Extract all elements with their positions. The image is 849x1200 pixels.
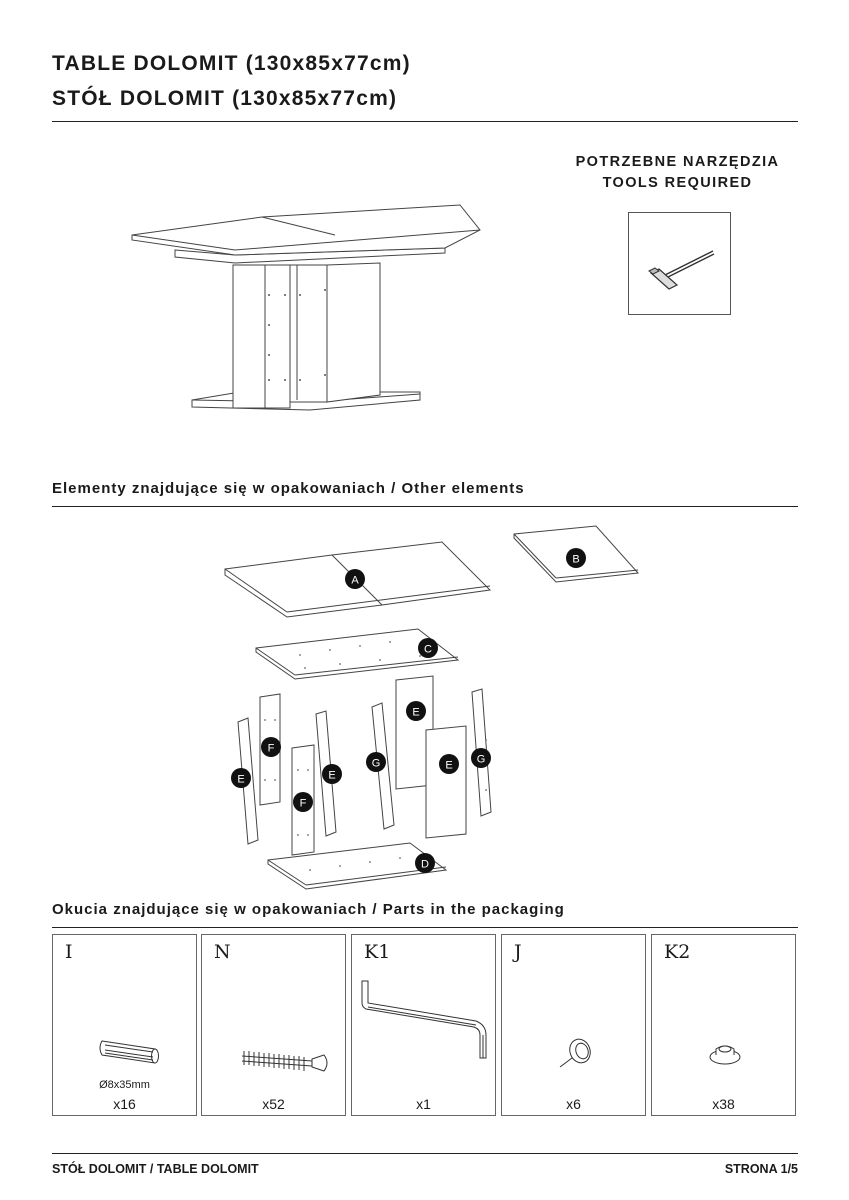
hammer-icon — [629, 213, 730, 314]
footer-divider — [52, 1153, 798, 1154]
part-code: K2 — [664, 941, 691, 963]
part-qty: x1 — [416, 1096, 431, 1112]
part-box-i — [52, 934, 197, 1116]
part-qty: x6 — [566, 1096, 581, 1112]
page-title-en: TABLE DOLOMIT (130x85x77cm) — [52, 52, 411, 75]
label-e-4 — [438, 753, 460, 780]
part-code: N — [214, 941, 231, 963]
label-g-1 — [365, 751, 387, 778]
section-heading-elements: Elementy znajdujące się w opakowaniach / Other elements — [52, 480, 525, 497]
label-a — [344, 568, 366, 595]
wooden-dowel-icon — [53, 975, 198, 1075]
part-code: J — [514, 941, 522, 963]
tools-heading-en: TOOLS REQUIRED — [602, 175, 753, 191]
svg-text:A: A — [351, 574, 359, 587]
svg-text:E: E — [237, 773, 245, 786]
svg-text:F: F — [299, 797, 307, 810]
label-d — [414, 852, 436, 879]
page-title-pl: STÓŁ DOLOMIT (130x85x77cm) — [52, 87, 398, 110]
element-e-panel-4 — [426, 726, 466, 838]
part-qty: x38 — [712, 1096, 735, 1112]
svg-text:E: E — [328, 769, 336, 782]
part-box-k1 — [351, 934, 496, 1116]
elements-divider — [52, 506, 798, 507]
footer-left: STÓŁ DOLOMIT / TABLE DOLOMIT — [52, 1162, 259, 1176]
label-f-1 — [260, 736, 282, 763]
label-e-2 — [321, 763, 343, 790]
label-c — [417, 637, 439, 664]
hex-key-icon — [352, 975, 497, 1075]
label-b — [565, 547, 587, 574]
part-box-j — [501, 934, 646, 1116]
svg-text:E: E — [412, 706, 420, 719]
confirmat-screw-icon — [202, 975, 347, 1075]
footer-page-number: STRONA 1/5 — [724, 1162, 798, 1176]
part-code: K1 — [364, 941, 391, 963]
label-g-2 — [470, 747, 492, 774]
screw-cap-icon — [652, 975, 797, 1075]
part-qty: x52 — [262, 1096, 285, 1112]
svg-text:B: B — [572, 553, 580, 566]
parts-divider — [52, 927, 798, 928]
part-qty: x16 — [113, 1096, 136, 1112]
svg-text:D: D — [421, 858, 429, 871]
assembled-table-illustration — [120, 195, 490, 430]
svg-text:E: E — [445, 759, 453, 772]
svg-text:C: C — [424, 643, 432, 656]
svg-text:F: F — [267, 742, 275, 755]
tool-box — [628, 212, 731, 315]
svg-text:G: G — [371, 757, 381, 770]
furniture-glide-icon — [502, 975, 647, 1075]
part-box-n — [201, 934, 346, 1116]
label-e-1 — [230, 767, 252, 794]
part-spec: Ø8x35mm — [99, 1079, 150, 1091]
label-e-3 — [405, 700, 427, 727]
svg-text:G: G — [476, 753, 486, 766]
label-f-2 — [292, 791, 314, 818]
section-heading-parts: Okucia znajdujące się w opakowaniach / Parts in the packaging — [52, 901, 565, 918]
tools-heading-pl: POTRZEBNE NARZĘDZIA — [575, 154, 780, 170]
part-code: I — [65, 941, 73, 963]
header-divider — [52, 121, 798, 122]
part-box-k2 — [651, 934, 796, 1116]
